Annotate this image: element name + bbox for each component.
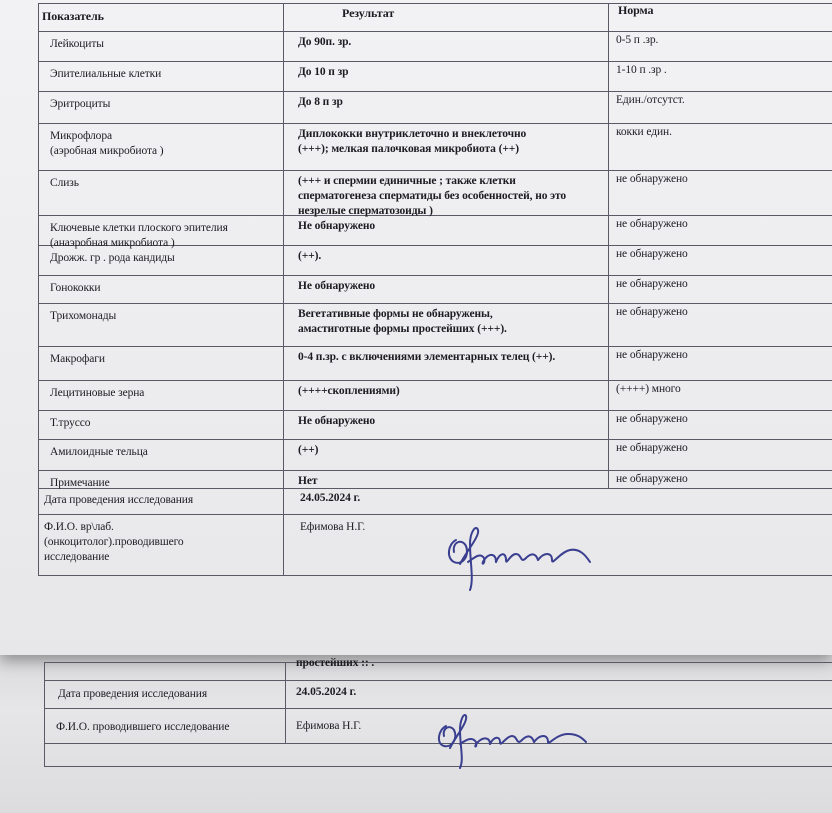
table-rule	[38, 3, 832, 4]
table-rule	[38, 31, 832, 32]
row-indicator: Примечание	[50, 477, 110, 489]
table-rule	[38, 488, 832, 489]
second-table-rule	[285, 662, 286, 743]
row-result: Вегетативные формы не обнаружены,	[298, 308, 493, 320]
row-norm: кокки един.	[616, 126, 672, 138]
row-indicator: Дрожж. гр . рода кандиды	[50, 252, 175, 264]
row-indicator: Т.труссо	[50, 417, 91, 429]
row-norm: не обнаружено	[616, 218, 688, 230]
row-result: незрелые сперматозоиды )	[298, 205, 433, 217]
row-result: Нет	[298, 475, 318, 487]
table-rule	[38, 380, 832, 381]
row-indicator: Гонококки	[50, 282, 101, 294]
row-indicator: Макрофаги	[50, 353, 105, 365]
row-indicator: (анаэробная микробиота )	[50, 237, 175, 249]
row-indicator: Амилоидные тельца	[50, 446, 148, 458]
doctor-label: (онкоцитолог).проводившего	[44, 536, 184, 548]
table-rule	[38, 514, 832, 515]
table-rule	[38, 470, 832, 471]
row-norm: не обнаружено	[616, 413, 688, 425]
table-rule	[38, 170, 832, 171]
table-rule	[608, 3, 609, 488]
row-norm: не обнаружено	[616, 173, 688, 185]
row-indicator: Слизь	[50, 177, 79, 189]
row-indicator: Ключевые клетки плоского эпителия	[50, 222, 228, 234]
row-norm: не обнаружено	[616, 349, 688, 361]
second-doctor-value: Ефимова Н.Г.	[296, 720, 362, 732]
signature-2	[432, 712, 592, 772]
row-result: (++++скоплениями)	[298, 385, 400, 397]
row-result: Диплококки внутриклеточно и внеклеточно	[298, 128, 527, 140]
row-result: Не обнаружено	[298, 220, 376, 232]
row-norm: не обнаружено	[616, 306, 688, 318]
date-label: Дата проведения исследования	[44, 494, 194, 506]
table-rule	[38, 346, 832, 347]
row-norm: не обнаружено	[616, 473, 688, 485]
row-result: (++)	[298, 444, 319, 456]
table-rule	[38, 575, 832, 576]
header-result: Результат	[342, 6, 395, 20]
row-norm: (++++) много	[616, 383, 681, 395]
second-date-value: 24.05.2024 г.	[296, 686, 357, 698]
row-indicator: Лецитиновые зерна	[50, 387, 145, 399]
second-table-rule	[44, 708, 832, 709]
row-norm: не обнаружено	[616, 248, 688, 260]
row-result: Не обнаружено	[298, 280, 376, 292]
table-rule	[38, 275, 832, 276]
row-norm: не обнаружено	[616, 442, 688, 454]
table-rule	[283, 3, 284, 575]
row-result: До 10 п зр	[298, 66, 349, 78]
table-rule	[38, 3, 39, 575]
second-table-rule	[44, 680, 832, 681]
row-result: До 8 п зр	[298, 96, 343, 108]
row-indicator: Трихомонады	[50, 310, 117, 322]
table-rule	[38, 123, 832, 124]
table-rule	[38, 91, 832, 92]
table-rule	[38, 61, 832, 62]
signature-1	[440, 522, 600, 602]
row-result: (+++ и спермии единичные ; также клетки	[298, 175, 516, 187]
table-rule	[38, 303, 832, 304]
row-norm: Един./отсутст.	[616, 94, 685, 106]
row-indicator: Эритроциты	[50, 98, 111, 110]
second-doctor-label: Ф.И.О. проводившего исследование	[56, 721, 230, 733]
table-rule	[38, 410, 832, 411]
doctor-label: исследование	[44, 551, 110, 563]
row-norm: 1-10 п .зр .	[616, 64, 667, 76]
second-table-rule	[44, 662, 832, 663]
row-result: 0-4 п.зр. с включениями элементарных телец (++).	[298, 351, 556, 363]
row-result: Не обнаружено	[298, 415, 376, 427]
row-indicator: Эпителиальные клетки	[50, 68, 162, 80]
row-indicator: Микрофлора	[50, 130, 112, 142]
header-norm: Норма	[618, 3, 654, 17]
table-rule	[38, 215, 832, 216]
row-result: (+++); мелкая палочковая микробиота (++)	[298, 143, 519, 155]
row-result: сперматогенеза сперматиды без особенностей, но это	[298, 190, 567, 202]
row-result: До 90п. зр.	[298, 36, 352, 48]
second-table-rule	[44, 662, 45, 766]
date-value: 24.05.2024 г.	[300, 492, 361, 504]
row-result: (++).	[298, 250, 322, 262]
row-indicator: (аэробная микробиота )	[50, 145, 164, 157]
header-indicator: Показатель	[42, 9, 104, 23]
row-norm: 0-5 п .зр.	[616, 34, 659, 46]
row-norm: не обнаружено	[616, 278, 688, 290]
table-rule	[38, 439, 832, 440]
row-indicator: Лейкоциты	[50, 38, 104, 50]
doctor-label: Ф.И.О. вр\лаб.	[44, 521, 114, 533]
row-result: амастиготные формы простейших (+++).	[298, 323, 507, 335]
second-partial-text: простейших :: .	[296, 657, 375, 669]
second-date-label: Дата проведения исследования	[58, 688, 208, 700]
doctor-value: Ефимова Н.Г.	[300, 521, 366, 533]
